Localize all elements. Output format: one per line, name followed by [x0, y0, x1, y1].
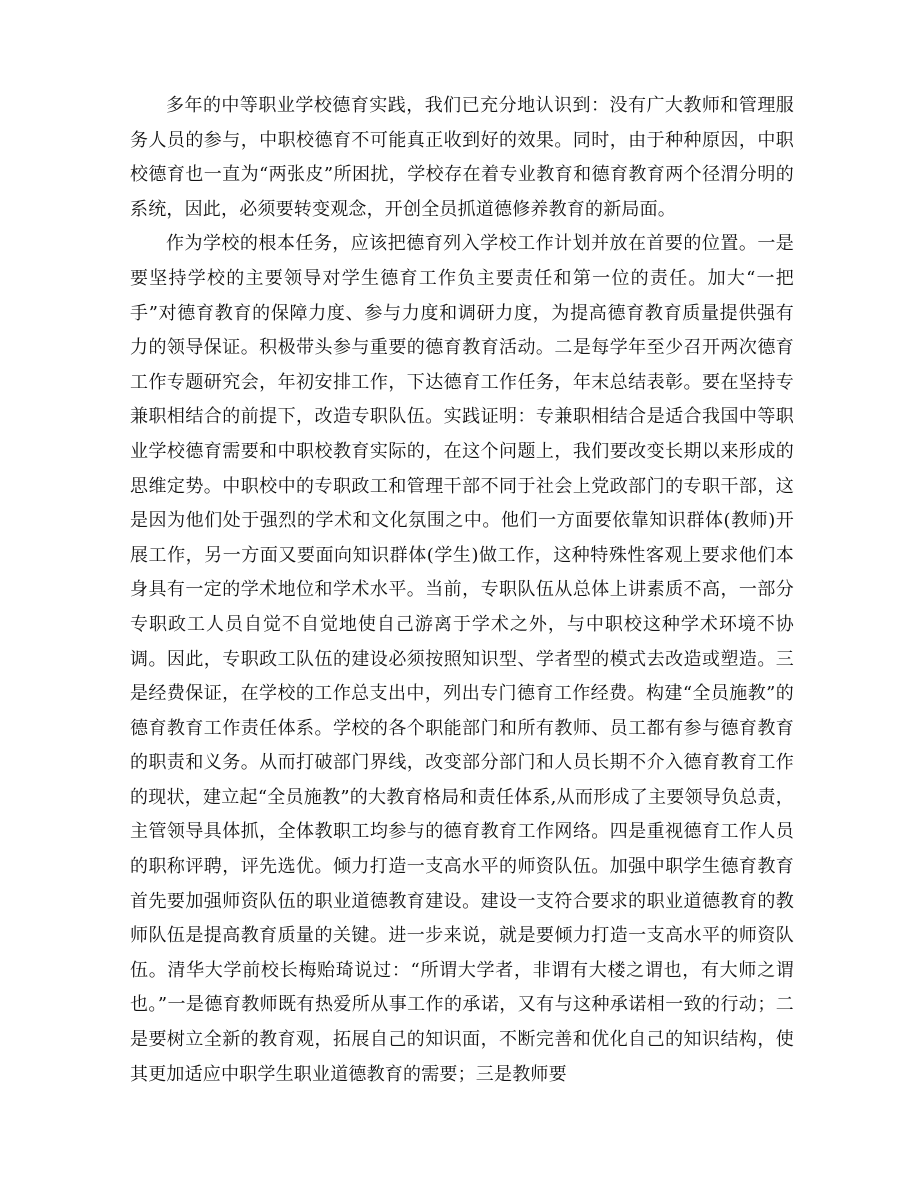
paragraph-1: 多年的中等职业学校德育实践，我们已充分地认识到：没有广大教师和管理服务人员的参与，中职校德育不可能真正收到好的效果。同时，由于种种原因，中职校德育也一直为“两张皮”所困扰，学校存在着专业教育和德育教育两个径渭分明的系统，因此，必须要转变观念，开创全员抓道德修养教育的新局面。	[130, 95, 794, 220]
document-page	[130, 89, 794, 1092]
paragraph-2: 作为学校的根本任务，应该把德育列入学校工作计划并放在首要的位置。一是要坚持学校的主要领导对学生德育工作负主要责任和第一位的责任。加大“一把手”对德育教育的保障力度、参与力度和调研力度，为提高德育教育质量提供强有力的领导保证。积极带头参与重要的德育教育活动。二是每学年至少召开两次德育工作专题研究会，年初安排工作，下达德育工作任务，年末总结表彰。要在坚持专兼职相结合的前提下，改造专职队伍。实践证明：专兼职相结合是适合我国中等职业学校德育需要和中职校教育实际的，在这个问题上，我们要改变长期以来形成的思维定势。中职校中的专职政工和管理干部不同于社会上党政部门的专职干部，这是因为他们处于强烈的学术和文化氛围之中。他们一方面要依靠知识群体(教师)开展工作，另一方面又要面向知识群体(学生)做工作，这种特殊性客观上要求他们本身具有一定的学术地位和学术水平。当前，专职队伍从总体上讲素质不高，一部分专职政工人员自觉不自觉地使自己游离于学术之外，与中职校这种学术环境不协调。因此，专职政工队伍的建设必须按照知识型、学者型的模式去改造或塑造。三是经费保证，在学校的工作总支出中，列出专门德育工作经费。构建“全员施教”的德育教育工作责任体系。学校的各个职能部门和所有教师、员工都有参与德育教育的职责和义务。从而打破部门界线，改变部分部门和人员长期不介入德育教育工作的现状，建立起“全员施教”的大教育格局和责任体系,从而形成了主要领导负总责，主管领导具体抓，全体教职工均参与的德育教育工作网络。四是重视德育工作人员的职称评聘，评先选优。倾力打造一支高水平的师资队伍。加强中职学生德育教育首先要加强师资队伍的职业道德教育建设。建设一支符合要求的职业道德教育的教师队伍是提高教育质量的关键。进一步来说，就是要倾力打造一支高水平的师资队伍。清华大学前校长梅贻琦说过：“所谓大学者，非谓有大楼之谓也，有大师之谓也。”一是德育教师既有热爱所从事工作的承诺，又有与这种承诺相一致的行动；二是要树立全新的教育观，拓展自己的知识面，不断完善和优化自己的知识结构，使其更加适应中职学生职业道德教育的需要；三是教师要	[130, 233, 794, 1085]
